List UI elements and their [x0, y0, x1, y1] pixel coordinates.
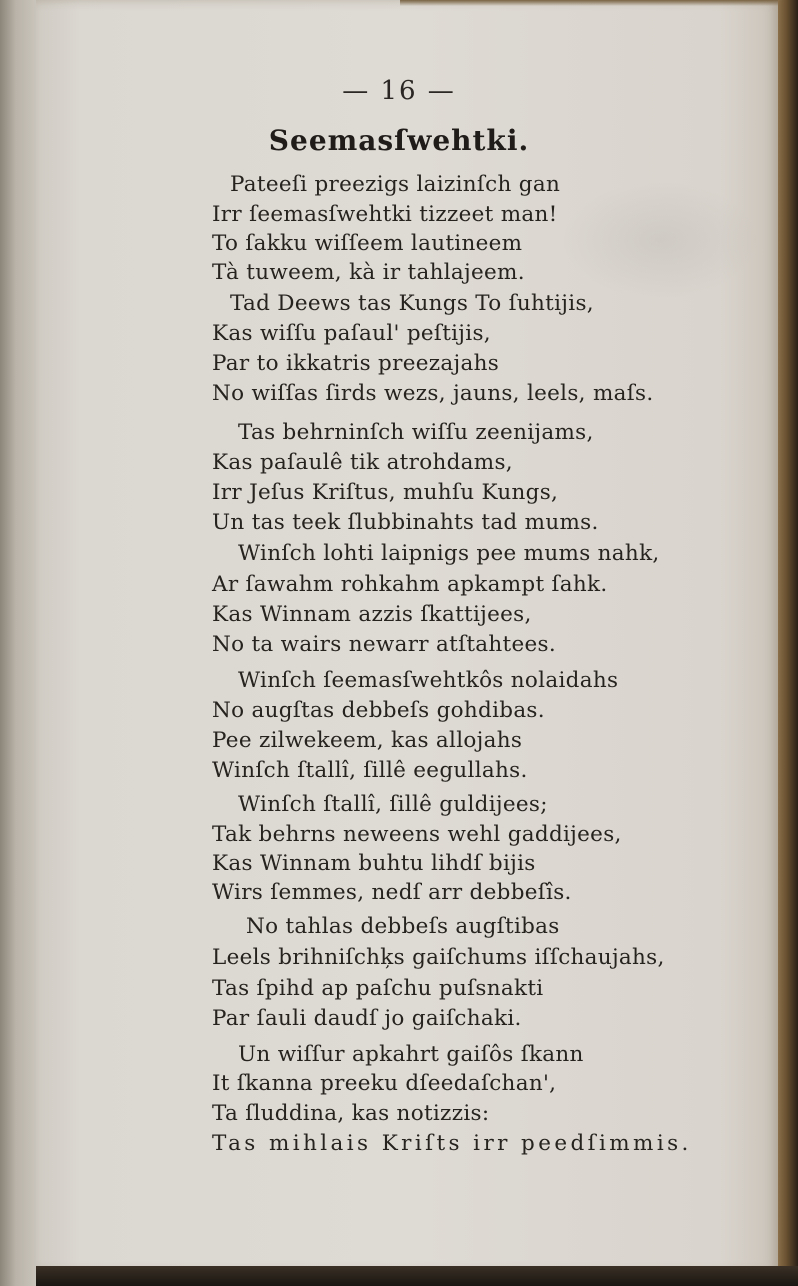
poem-line: Par ſauli daudſ jo gaiſchaki.	[212, 1006, 522, 1031]
poem-line: Tas behrninſch wiſſu zeenijams,	[238, 420, 594, 445]
poem-line: Tà tuweem, kà ir tahlajeem.	[212, 260, 525, 285]
poem-line: Tak behrns neweens wehl gaddijees,	[212, 822, 622, 847]
poem-title: Seemasſwehtki.	[268, 124, 530, 157]
poem-line: Un tas teek ſlubbinahts tad mums.	[212, 510, 599, 535]
poem-line: No wiſſas ſirds wezs, jauns, leels, maſs.	[212, 381, 654, 406]
poem-line: Tas ſpihd ap paſchu puſsnakti	[212, 976, 544, 1001]
poem-line: Kas Winnam buhtu lihdſ bijis	[212, 851, 536, 876]
poem-line: Pee zilwekeem, kas allojahs	[212, 728, 523, 753]
poem-line: Pateeſi preezigs laizinſch gan	[230, 172, 561, 197]
poem-line: Kas paſaulê tik atrohdams,	[212, 450, 513, 475]
poem-line: To ſakku wiſſeem lautineem	[212, 231, 523, 256]
poem-line: Irr ſeemasſwehtki tizzeet man!	[212, 202, 558, 227]
poem-line: Kas Winnam azzis ſkattijees,	[212, 602, 532, 627]
poem-line: Ta ſluddina, kas notizzis:	[212, 1101, 490, 1126]
poem-line: Par to ikkatris preezajahs	[212, 351, 500, 376]
poem-line: Leels brihniſchķs gaiſchums iſſchaujahs,	[212, 945, 665, 970]
poem-line: Winſch ſeemasſwehtkôs nolaidahs	[238, 668, 619, 693]
poem-line: No ta wairs newarr atſtahtees.	[212, 632, 556, 657]
poem-line: No augſtas debbeſs gohdibas.	[212, 698, 545, 723]
poem-line: Winſch lohti laipnigs pee mums nahk,	[238, 541, 660, 566]
poem-line: Ar ſawahm rohkahm apkampt ſahk.	[212, 572, 608, 597]
poem-line-emphasized: Tas mihlais Kriſts irr peedſimmis.	[212, 1131, 692, 1156]
poem-line: Winſch ſtallî, ſillê eegullahs.	[212, 758, 528, 783]
poem-line: Kas wiſſu paſaul' peſtijis,	[212, 321, 491, 346]
poem-line: Un wiſſur apkahrt gaiſôs ſkann	[238, 1042, 584, 1067]
poem-line: No tahlas debbeſs augſtibas	[246, 914, 560, 939]
poem-line: Winſch ſtallî, ſillê guldijees;	[238, 792, 548, 817]
poem-line: Irr Jeſus Kriſtus, muhſu Kungs,	[212, 480, 559, 505]
poem-line: Tad Deews tas Kungs To ſuhtijis,	[230, 291, 594, 316]
poem-line: Wirs ſemmes, nedſ arr debbeſîs.	[212, 880, 572, 905]
poem-line: It ſkanna preeku dſeedaſchan',	[212, 1071, 557, 1096]
page-number: — 16 —	[342, 76, 456, 106]
